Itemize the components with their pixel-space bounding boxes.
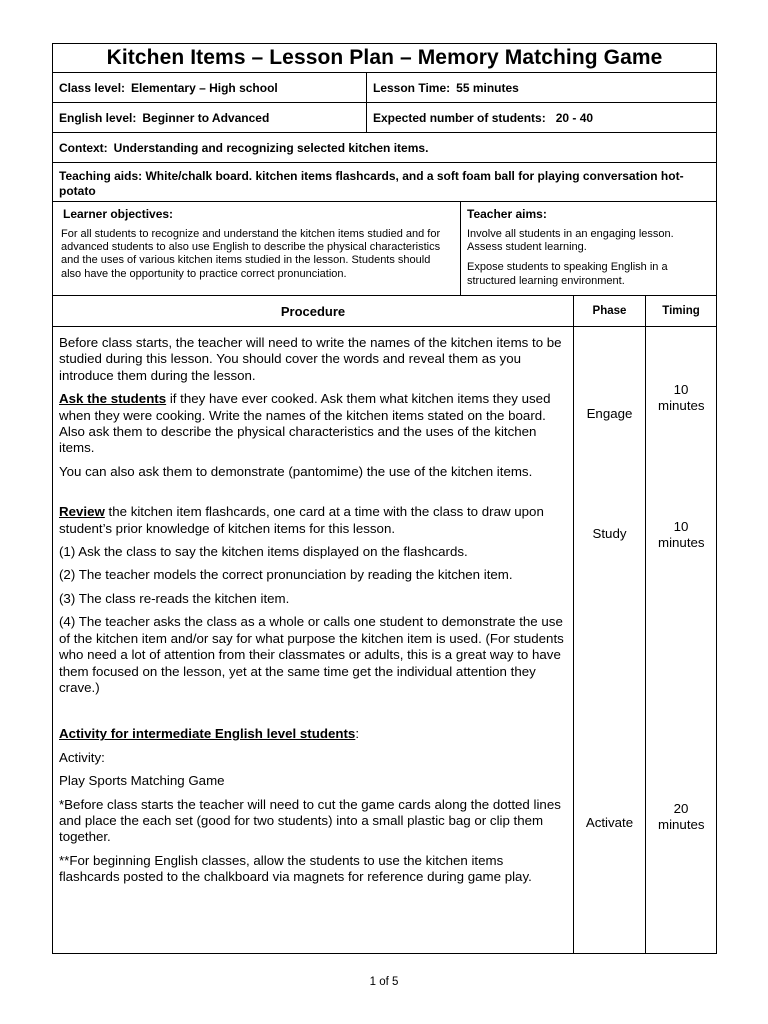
- class-level-label: Class level:: [59, 80, 126, 95]
- procedure-paragraph: *Before class starts the teacher will need to cut the game cards along the dotted lines and place the each set (good for two students) into a small plastic bag or clip them together.: [59, 796, 561, 845]
- procedure-step: (2) The teacher models the correct pronunciation by reading the kitchen item.: [59, 567, 513, 583]
- procedure-paragraph: Before class starts, the teacher will need to write the names of the kitchen items to be studied during this lesson. You should cover the words and reveal them as you introduce them during the lesson.: [59, 335, 562, 383]
- timing-heading: Timing: [646, 296, 717, 327]
- lesson-time: [367, 73, 717, 103]
- context-label: Context:: [59, 140, 108, 155]
- teacher-aim-1: Involve all students in an engaging lesson. Assess student learning.: [467, 228, 674, 254]
- activity-heading: Activity for intermediate English level students:: [59, 726, 360, 742]
- expected-students: [367, 103, 717, 133]
- ask-students-emphasis: Ask the students: [59, 391, 167, 407]
- phase-engage: Engage: [586, 406, 633, 421]
- phase-column: [574, 327, 646, 954]
- teacher-aims-heading: Teacher aims:: [467, 207, 547, 221]
- page-title: Kitchen Items – Lesson Plan – Memory Matching Game: [53, 44, 717, 73]
- procedure-paragraph: Activity:: [59, 749, 105, 765]
- english-level: [53, 103, 367, 133]
- procedure-paragraph: Play Sports Matching Game: [59, 773, 225, 789]
- timing-activate: 20 minutes: [658, 801, 705, 833]
- review-emphasis: Review: [59, 504, 105, 520]
- teacher-aims: [461, 202, 717, 296]
- students-value: 20 - 40: [555, 110, 594, 125]
- lesson-time-label: Lesson Time:: [373, 80, 451, 95]
- learner-objectives-heading: Learner objectives:: [63, 207, 174, 221]
- phase-study: Study: [592, 526, 627, 541]
- english-level-label: English level:: [59, 110, 137, 125]
- teaching-aids: Teaching aids: White/chalk board. kitchen items flashcards, and a soft foam ball for playing conversation hot-potato: [53, 163, 717, 202]
- learner-objectives: [53, 202, 461, 296]
- procedure-body: [53, 327, 574, 954]
- context-row: [53, 133, 717, 163]
- class-level-value: Elementary – High school: [131, 80, 278, 95]
- procedure-paragraph: You can also ask them to demonstrate (pantomime) the use of the kitchen items.: [59, 463, 533, 479]
- procedure-step: (1) Ask the class to say the kitchen items displayed on the flashcards.: [59, 544, 468, 560]
- phase-heading: Phase: [574, 296, 646, 327]
- lesson-plan-page: [52, 43, 716, 954]
- procedure-step: (4) The teacher asks the class as a whole or calls one student to demonstrate the use of the kitchen item and/or say for what purpose the kitchen item is used. (For students who need a lot of attention from their classmates or adults, this is a great way to have them focused on the lesson, yet at the same time get the individual attention they crave.): [59, 614, 564, 695]
- learner-objectives-text: For all students to recognize and understand the kitchen items studied and for advanced students to also use English to describe the physical characteristics and the uses of various kitchen items studied in the lesson. Students should also have the opportunity to practice correct pronunciation.: [61, 228, 441, 280]
- procedure-step: (3) The class re-reads the kitchen item.: [59, 590, 290, 606]
- class-level: [53, 73, 367, 103]
- timing-engage: 10 minutes: [658, 382, 705, 414]
- lesson-time-value: 55 minutes: [456, 80, 519, 95]
- page-number: 1 of 5: [369, 976, 399, 988]
- lesson-plan-table: [52, 43, 717, 954]
- students-label: Expected number of students:: [373, 110, 546, 125]
- procedure-paragraph: Ask the students if they have ever cooked. Ask them what kitchen items they used when they were cooking. Write the names of the kitchen items stated on the board. Also ask them to describe the physical characteristics and the uses of the kitchen items.: [59, 391, 551, 456]
- english-level-value: Beginner to Advanced: [142, 110, 270, 125]
- timing-study: 10 minutes: [658, 519, 705, 551]
- timing-column: [646, 327, 717, 954]
- procedure-paragraph: **For beginning English classes, allow the students to use the kitchen items flashcards posted to the chalkboard via magnets for reference during game play.: [59, 852, 532, 885]
- context-value: Understanding and recognizing selected kitchen items.: [113, 140, 429, 155]
- procedure-heading: Procedure: [53, 296, 574, 327]
- teacher-aim-2: Expose students to speaking English in a structured learning environment.: [467, 261, 668, 287]
- procedure-paragraph: Review the kitchen item flashcards, one card at a time with the class to draw upon student’s prior knowledge of kitchen items for this lesson.: [59, 504, 544, 536]
- phase-activate: Activate: [585, 815, 634, 830]
